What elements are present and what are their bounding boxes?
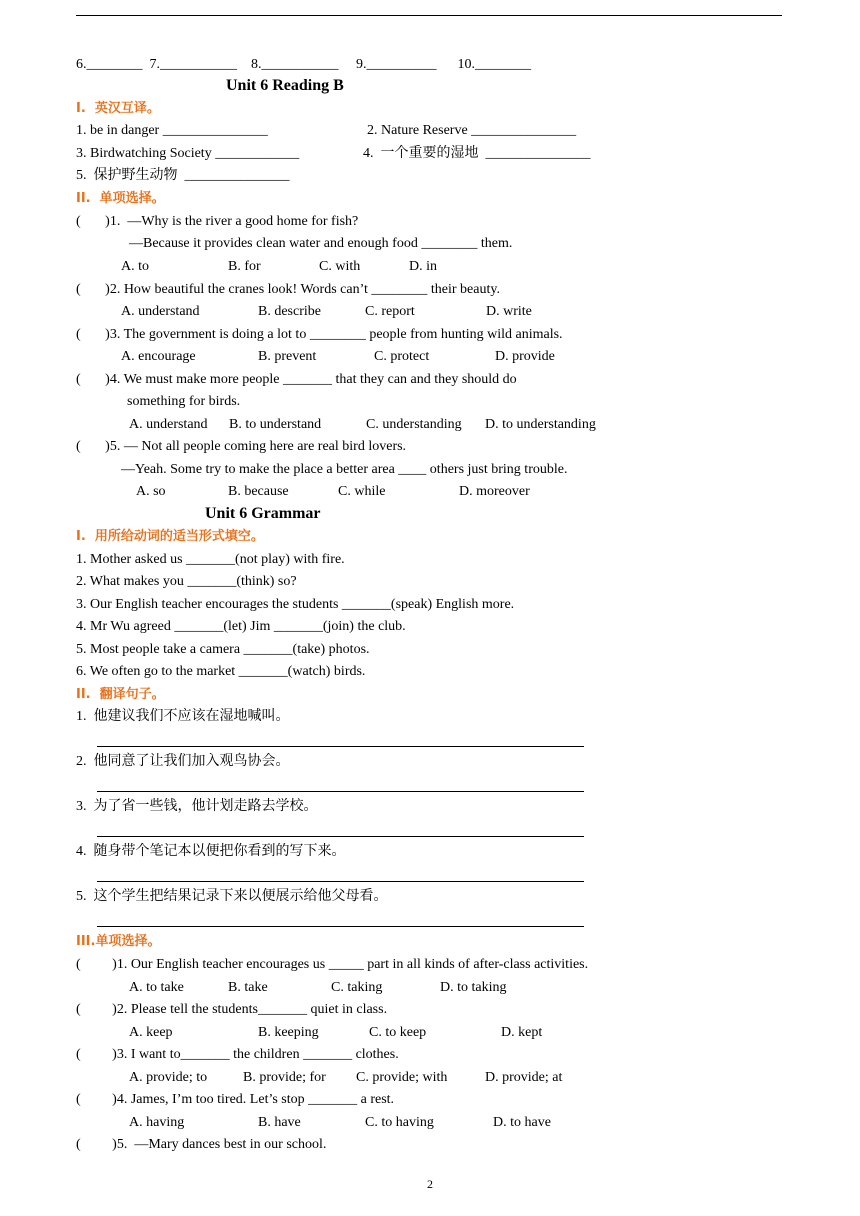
section-heading-choice: II. 单项选择。 [76, 191, 165, 206]
translate-item: 2. 他同意了让我们加入观鸟协会。 [76, 754, 290, 769]
translate-item: 4. 随身带个笔记本以便把你看到的写下来。 [76, 844, 346, 859]
option-c: C. while [338, 484, 386, 499]
question-4: ( )4. We must make more people _______ that they can and they should do [76, 372, 517, 387]
option-c: C. with [319, 259, 361, 274]
question-4-line2: something for birds. [127, 394, 241, 409]
question-5-line2: —Yeah. Some try to make the place a better area ____ others just bring trouble. [121, 462, 568, 477]
option-c: C. understanding [366, 417, 462, 432]
option-d: D. provide [495, 349, 555, 364]
question-1-line2: —Because it provides clean water and enough food ________ them. [129, 236, 513, 251]
grammar-title: Unit 6 Grammar [205, 505, 321, 522]
option-b: B. because [228, 484, 289, 499]
option-d: D. to have [493, 1115, 551, 1130]
option-a: A. understand [121, 304, 200, 319]
answer-blanks-line: 6.________ 7.___________ 8.___________ 9.__________ 10.________ [76, 57, 531, 72]
fill-item: 3. Our English teacher encourages the students _______(speak) English more. [76, 597, 515, 612]
option-b: B. prevent [258, 349, 317, 364]
option-d: D. provide; at [485, 1070, 563, 1085]
option-a: A. having [129, 1115, 185, 1130]
section-heading-translation: I. 英汉互译。 [76, 101, 160, 116]
option-a: A. to take [129, 980, 184, 995]
option-b: B. keeping [258, 1025, 319, 1040]
option-c: C. taking [331, 980, 383, 995]
section-heading-verb-forms: I. 用所给动词的适当形式填空。 [76, 529, 264, 544]
fill-item: 1. Mother asked us _______(not play) with fire. [76, 552, 345, 567]
question-1: ( )1. Our English teacher encourages us _____ part in all kinds of after-class activities. [76, 957, 589, 972]
question-3: ( )3. The government is doing a lot to ________ people from hunting wild animals. [76, 327, 563, 342]
answer-line [97, 881, 584, 882]
option-b: B. provide; for [243, 1070, 326, 1085]
page-number: 2 [427, 1177, 433, 1191]
option-a: A. keep [129, 1025, 173, 1040]
answer-line [97, 926, 584, 927]
question-5: ( )5. —Mary dances best in our school. [76, 1137, 327, 1152]
option-b: B. to understand [229, 417, 322, 432]
option-d: D. write [486, 304, 532, 319]
vocab-item: 3. Birdwatching Society ____________ [76, 146, 300, 161]
reading-b-title: Unit 6 Reading B [226, 77, 344, 94]
option-b: B. take [228, 980, 268, 995]
option-c: C. to keep [369, 1025, 427, 1040]
option-a: A. provide; to [129, 1070, 208, 1085]
translate-item: 1. 他建议我们不应该在湿地喊叫。 [76, 709, 290, 724]
option-a: A. encourage [121, 349, 196, 364]
question-2: ( )2. How beautiful the cranes look! Words can’t ________ their beauty. [76, 282, 500, 297]
option-a: A. to [121, 259, 149, 274]
vocab-item: 2. Nature Reserve _______________ [367, 123, 577, 138]
translate-item: 5. 这个学生把结果记录下来以便展示给他父母看。 [76, 889, 388, 904]
question-4: ( )4. James, I’m too tired. Let’s stop _______ a rest. [76, 1092, 395, 1107]
option-d: D. kept [501, 1025, 543, 1040]
question-5: ( )5. — Not all people coming here are real bird lovers. [76, 439, 407, 454]
translate-item: 3. 为了省一些钱，他计划走路去学校。 [76, 799, 318, 814]
option-a: A. so [136, 484, 166, 499]
fill-item: 2. What makes you _______(think) so? [76, 574, 297, 589]
option-d: D. to understanding [485, 417, 596, 432]
option-c: C. provide; with [356, 1070, 448, 1085]
fill-item: 4. Mr Wu agreed _______(let) Jim _______(join) the club. [76, 619, 406, 634]
option-d: D. in [409, 259, 437, 274]
answer-line [97, 791, 584, 792]
answer-line [97, 836, 584, 837]
option-c: C. report [365, 304, 415, 319]
vocab-item: 4. 一个重要的湿地 _______________ [363, 146, 591, 161]
option-d: D. moreover [459, 484, 530, 499]
section-heading-translate-sentences: II. 翻译句子。 [76, 687, 165, 702]
vocab-item: 5. 保护野生动物 _______________ [76, 168, 290, 183]
option-a: A. understand [129, 417, 208, 432]
option-c: C. to having [365, 1115, 434, 1130]
option-b: B. describe [258, 304, 321, 319]
fill-item: 6. We often go to the market _______(watch) birds. [76, 664, 366, 679]
question-2: ( )2. Please tell the students_______ quiet in class. [76, 1002, 388, 1017]
option-b: B. for [228, 259, 261, 274]
vocab-item: 1. be in danger _______________ [76, 123, 268, 138]
section-heading-choice-3: III.单项选择。 [76, 934, 161, 949]
option-c: C. protect [374, 349, 430, 364]
question-1: ( )1. —Why is the river a good home for fish? [76, 214, 359, 229]
option-b: B. have [258, 1115, 301, 1130]
question-3: ( )3. I want to_______ the children _______ clothes. [76, 1047, 399, 1062]
fill-item: 5. Most people take a camera _______(take) photos. [76, 642, 370, 657]
option-d: D. to taking [440, 980, 507, 995]
answer-line [97, 746, 584, 747]
header-rule [76, 15, 782, 16]
